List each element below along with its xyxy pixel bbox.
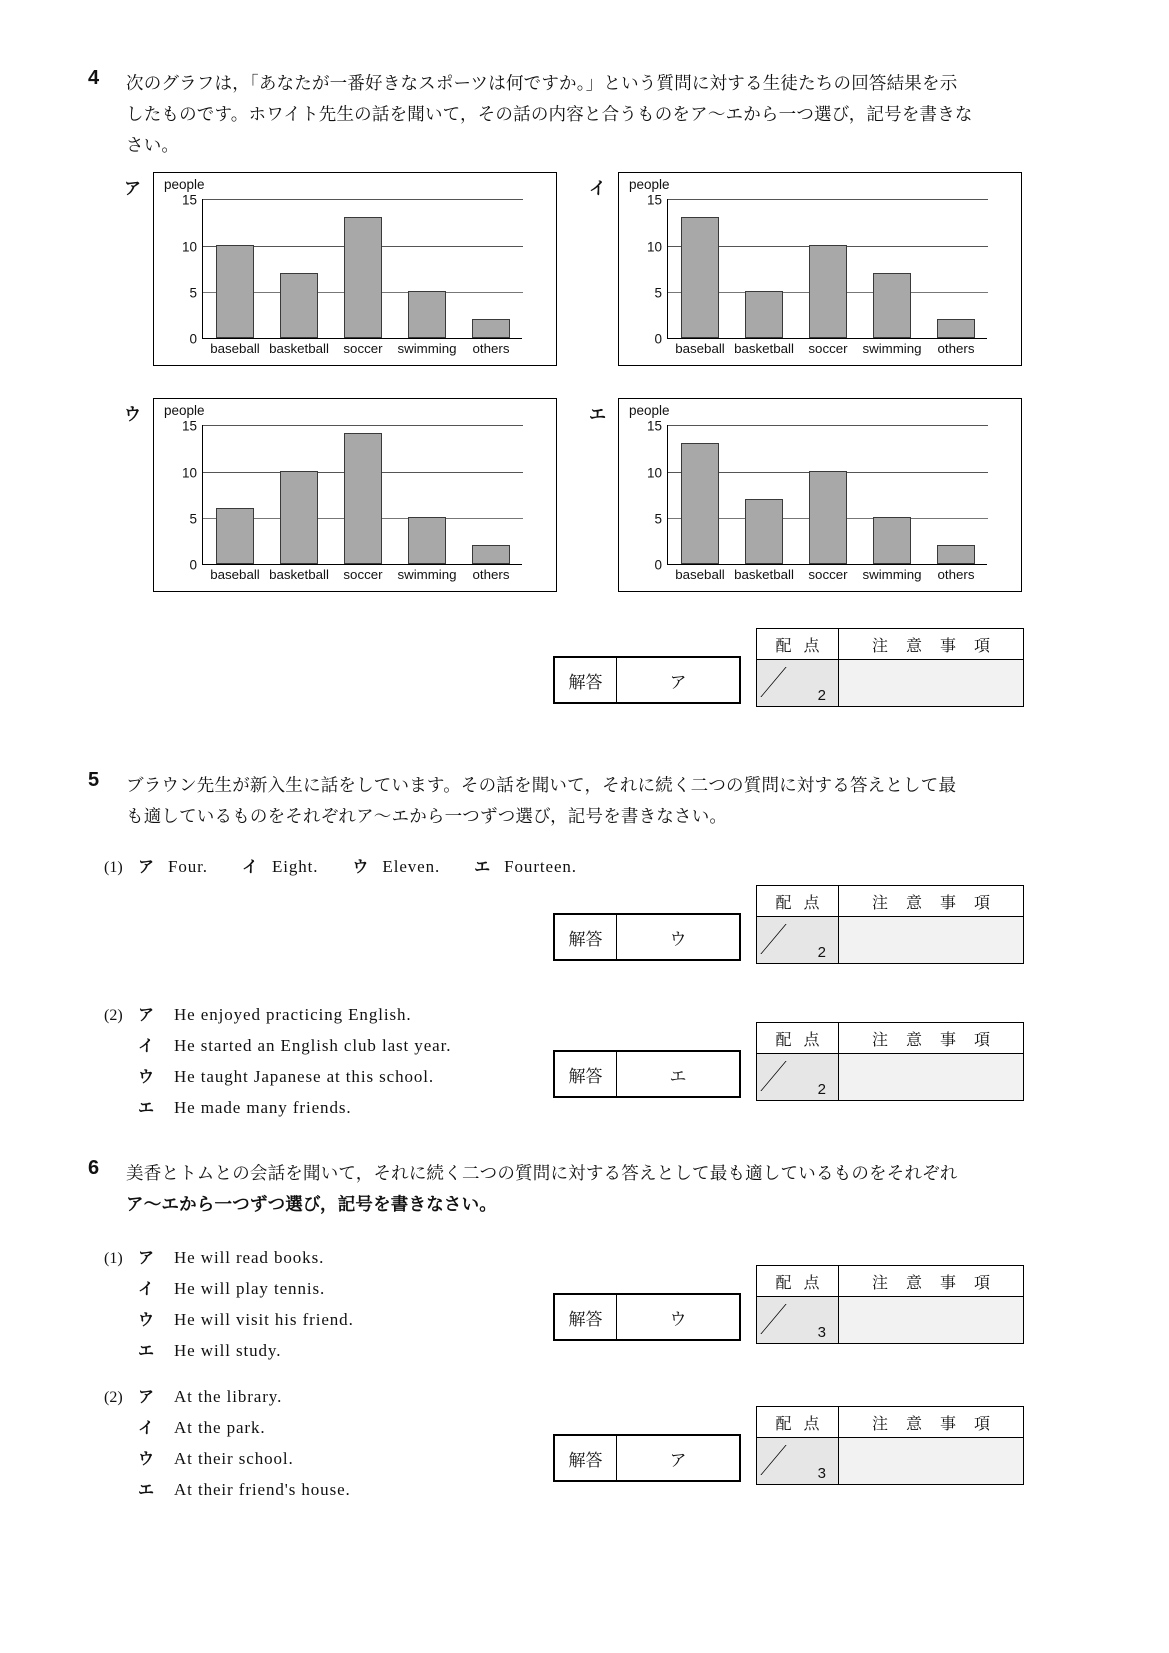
xlabel-basketball: basketball bbox=[269, 567, 329, 582]
score-header bbox=[757, 1023, 1023, 1054]
answer-box[interactable] bbox=[553, 913, 741, 961]
option-mark-d: エ bbox=[138, 1100, 155, 1117]
chart-b-ylabel: people bbox=[629, 177, 670, 192]
score-cell[interactable] bbox=[757, 1297, 839, 1343]
xlabel-swimming: swimming bbox=[397, 567, 457, 582]
option-mark-b: イ bbox=[138, 1420, 155, 1437]
chart-a-label: ア bbox=[124, 179, 141, 198]
bar-soccer bbox=[809, 471, 847, 564]
bar-slot bbox=[395, 424, 459, 564]
xlabel-others: others bbox=[472, 341, 510, 356]
section-5-prompt bbox=[126, 770, 1098, 832]
score-header bbox=[757, 1407, 1023, 1438]
chart-a-xlabels bbox=[203, 338, 523, 356]
section-5 bbox=[88, 770, 1098, 832]
answer-label: 解答 bbox=[555, 1295, 617, 1339]
question-number: (2) bbox=[104, 1389, 123, 1406]
score-header-points: 配 点 bbox=[757, 1407, 839, 1437]
ytick-10: 10 bbox=[646, 465, 662, 481]
answer-box[interactable] bbox=[553, 656, 741, 704]
ytick-15: 15 bbox=[181, 192, 197, 208]
section-4-prompt bbox=[126, 68, 1098, 161]
option-mark-b: イ bbox=[241, 859, 258, 876]
score-header-points: 配 点 bbox=[757, 1023, 839, 1053]
bar-baseball bbox=[681, 217, 719, 338]
chart-d bbox=[585, 394, 1025, 600]
score-box bbox=[756, 1022, 1024, 1101]
answer-value[interactable]: ウ bbox=[669, 1309, 687, 1329]
answer-value[interactable]: ウ bbox=[669, 929, 687, 949]
prompt-line: さい。 bbox=[126, 135, 180, 155]
xlabel-basketball: basketball bbox=[269, 341, 329, 356]
option-line bbox=[104, 1031, 451, 1062]
chart-a-ylabel: people bbox=[164, 177, 205, 192]
ytick-0: 0 bbox=[189, 331, 197, 347]
option-text-d: He will study. bbox=[174, 1341, 282, 1360]
option-mark-a: ア bbox=[138, 1007, 155, 1024]
bar-baseball bbox=[216, 508, 254, 564]
chart-b-xlabels bbox=[668, 338, 988, 356]
score-box bbox=[756, 885, 1024, 964]
option-text-b: At the park. bbox=[174, 1418, 266, 1437]
option-text-a: He will read books. bbox=[174, 1248, 325, 1267]
question-number: (1) bbox=[104, 859, 123, 876]
option-mark-b: イ bbox=[138, 1281, 155, 1298]
section-6-prompt bbox=[126, 1158, 1098, 1220]
score-header-points: 配 点 bbox=[757, 1266, 839, 1296]
option-mark-a: ア bbox=[138, 859, 155, 876]
bar-slot bbox=[860, 198, 924, 338]
option-line bbox=[104, 1305, 354, 1336]
xlabel-others: others bbox=[937, 567, 975, 582]
option-line bbox=[104, 1444, 351, 1475]
ytick-5: 5 bbox=[189, 511, 197, 527]
prompt-line: 美香とトムとの会話を聞いて，それに続く二つの質問に対する答えとして最も適しているものをそれぞれ bbox=[126, 1163, 958, 1183]
chart-d-ylabel: people bbox=[629, 403, 670, 418]
option-text-c: He will visit his friend. bbox=[174, 1310, 354, 1329]
chart-c-ylabel: people bbox=[164, 403, 205, 418]
option-mark-c: ウ bbox=[352, 859, 369, 876]
bar-slot bbox=[331, 424, 395, 564]
score-body bbox=[757, 1297, 1023, 1343]
option-line bbox=[104, 1274, 354, 1305]
prompt-line: 次のグラフは，「あなたが一番好きなスポーツは何ですか。」という質問に対する生徒たちの回答結果を示 bbox=[126, 73, 958, 93]
answer-label: 解答 bbox=[555, 1052, 617, 1096]
chart-a-frame bbox=[153, 172, 557, 366]
question-5-2 bbox=[104, 1000, 451, 1124]
answer-value[interactable]: ア bbox=[669, 1450, 687, 1470]
option-mark-b: イ bbox=[138, 1038, 155, 1055]
ytick-0: 0 bbox=[654, 557, 662, 573]
score-body bbox=[757, 917, 1023, 963]
xlabel-swimming: swimming bbox=[397, 341, 457, 356]
chart-c-xlabels bbox=[203, 564, 523, 582]
option-line bbox=[104, 1000, 451, 1031]
bar-slot bbox=[860, 424, 924, 564]
section-4-number: 4 bbox=[88, 67, 100, 89]
bar-slot bbox=[459, 198, 523, 338]
score-box bbox=[756, 1265, 1024, 1344]
chart-a bbox=[120, 168, 560, 374]
chart-c-bars bbox=[203, 424, 523, 564]
bar-others bbox=[472, 545, 510, 564]
chart-d-frame bbox=[618, 398, 1022, 592]
slash-mark bbox=[760, 924, 820, 954]
xlabel-baseball: baseball bbox=[675, 341, 725, 356]
answer-value[interactable]: ア bbox=[669, 672, 687, 692]
chart-d-label: エ bbox=[589, 405, 606, 424]
bar-soccer bbox=[344, 433, 382, 564]
notes-cell[interactable] bbox=[839, 1297, 1023, 1343]
ytick-5: 5 bbox=[654, 285, 662, 301]
score-header bbox=[757, 1266, 1023, 1297]
points-value: 2 bbox=[817, 687, 826, 704]
bar-swimming bbox=[408, 517, 446, 564]
option-text-c: Eleven. bbox=[382, 857, 441, 876]
option-text-b: Eight. bbox=[271, 857, 319, 876]
option-mark-c: ウ bbox=[138, 1451, 155, 1468]
option-text-b: He will play tennis. bbox=[174, 1279, 326, 1298]
ytick-0: 0 bbox=[654, 331, 662, 347]
bar-others bbox=[937, 319, 975, 338]
answer-box[interactable] bbox=[553, 1434, 741, 1482]
option-mark-c: ウ bbox=[138, 1069, 155, 1086]
ytick-15: 15 bbox=[646, 192, 662, 208]
bar-basketball bbox=[745, 291, 783, 338]
points-value: 3 bbox=[817, 1465, 826, 1482]
answer-label: 解答 bbox=[555, 1436, 617, 1480]
bar-swimming bbox=[873, 517, 911, 564]
bar-slot bbox=[796, 198, 860, 338]
ytick-0: 0 bbox=[189, 557, 197, 573]
xlabel-soccer: soccer bbox=[343, 341, 383, 356]
bar-soccer bbox=[809, 245, 847, 338]
option-line bbox=[104, 1475, 351, 1506]
ytick-5: 5 bbox=[189, 285, 197, 301]
charts-row-bottom bbox=[120, 394, 1030, 600]
option-text-c: At their school. bbox=[174, 1449, 294, 1468]
notes-cell[interactable] bbox=[839, 1054, 1023, 1100]
option-mark-c: ウ bbox=[138, 1312, 155, 1329]
bar-slot bbox=[267, 424, 331, 564]
ytick-15: 15 bbox=[646, 418, 662, 434]
score-body bbox=[757, 1438, 1023, 1484]
score-body bbox=[757, 660, 1023, 706]
score-header bbox=[757, 629, 1023, 660]
chart-b-frame bbox=[618, 172, 1022, 366]
answer-label: 解答 bbox=[555, 915, 617, 959]
xlabel-baseball: baseball bbox=[210, 341, 260, 356]
xlabel-basketball: basketball bbox=[734, 567, 794, 582]
prompt-line: も適しているものをそれぞれア～エから一つずつ選び，記号を書きなさい。 bbox=[126, 806, 728, 826]
chart-d-xlabels bbox=[668, 564, 988, 582]
bar-slot bbox=[203, 424, 267, 564]
option-text-d: He made many friends. bbox=[174, 1098, 352, 1117]
question-6-1 bbox=[104, 1243, 354, 1367]
xlabel-swimming: swimming bbox=[862, 341, 922, 356]
xlabel-others: others bbox=[472, 567, 510, 582]
bar-slot bbox=[732, 198, 796, 338]
chart-c-plot bbox=[181, 418, 522, 582]
xlabel-soccer: soccer bbox=[808, 567, 848, 582]
points-value: 2 bbox=[817, 944, 826, 961]
chart-a-plot bbox=[181, 192, 522, 356]
option-mark-d: エ bbox=[138, 1482, 155, 1499]
prompt-line: ア～エから一つずつ選び，記号を書きなさい。 bbox=[126, 1194, 497, 1214]
bar-slot bbox=[395, 198, 459, 338]
ytick-5: 5 bbox=[654, 511, 662, 527]
xlabel-basketball: basketball bbox=[734, 341, 794, 356]
option-line bbox=[104, 1243, 354, 1274]
ytick-10: 10 bbox=[646, 239, 662, 255]
score-header-notes: 注 意 事 項 bbox=[871, 637, 997, 655]
points-value: 3 bbox=[817, 1324, 826, 1341]
xlabel-baseball: baseball bbox=[675, 567, 725, 582]
option-line bbox=[104, 1382, 351, 1413]
ytick-10: 10 bbox=[181, 465, 197, 481]
option-mark-d: エ bbox=[138, 1343, 155, 1360]
score-header bbox=[757, 886, 1023, 917]
chart-c-label: ウ bbox=[124, 405, 141, 424]
chart-d-plot bbox=[646, 418, 987, 582]
option-text-a: At the library. bbox=[174, 1387, 283, 1406]
bar-slot bbox=[732, 424, 796, 564]
bar-slot bbox=[331, 198, 395, 338]
score-body bbox=[757, 1054, 1023, 1100]
ytick-10: 10 bbox=[181, 239, 197, 255]
option-mark-a: ア bbox=[138, 1250, 155, 1267]
chart-b-plot bbox=[646, 192, 987, 356]
option-mark-d: エ bbox=[474, 859, 491, 876]
score-header-points: 配 点 bbox=[757, 886, 839, 916]
chart-c bbox=[120, 394, 560, 600]
bar-others bbox=[472, 319, 510, 338]
question-number: (1) bbox=[104, 1250, 123, 1267]
bar-baseball bbox=[216, 245, 254, 338]
bar-slot bbox=[203, 198, 267, 338]
question-5-1 bbox=[104, 852, 611, 883]
prompt-line: したものです。ホワイト先生の話を聞いて，その話の内容と合うものをア～エから一つ選び，記号を書きな bbox=[126, 104, 973, 124]
section-5-number: 5 bbox=[88, 769, 100, 791]
option-line bbox=[104, 1413, 351, 1444]
section-6 bbox=[88, 1158, 1098, 1220]
score-header-notes: 注 意 事 項 bbox=[871, 894, 997, 912]
bar-swimming bbox=[408, 291, 446, 338]
bar-slot bbox=[796, 424, 860, 564]
charts-row-top bbox=[120, 168, 1030, 374]
chart-d-bars bbox=[668, 424, 988, 564]
slash-mark bbox=[760, 1445, 820, 1475]
option-line bbox=[104, 1062, 451, 1093]
section-4 bbox=[88, 68, 1098, 161]
bar-slot bbox=[459, 424, 523, 564]
chart-a-bars bbox=[203, 198, 523, 338]
question-number: (2) bbox=[104, 1007, 123, 1024]
section-6-number: 6 bbox=[88, 1157, 100, 1179]
answer-box[interactable] bbox=[553, 1050, 741, 1098]
bar-basketball bbox=[280, 273, 318, 338]
xlabel-swimming: swimming bbox=[862, 567, 922, 582]
option-text-b: He started an English club last year. bbox=[174, 1036, 452, 1055]
option-text-c: He taught Japanese at this school. bbox=[174, 1067, 435, 1086]
xlabel-baseball: baseball bbox=[210, 567, 260, 582]
bar-basketball bbox=[280, 471, 318, 564]
prompt-line: ブラウン先生が新入生に話をしています。その話を聞いて，それに続く二つの質問に対する答えとして最 bbox=[126, 775, 957, 795]
ytick-15: 15 bbox=[181, 418, 197, 434]
answer-label: 解答 bbox=[555, 658, 617, 702]
option-text-d: Fourteen. bbox=[504, 857, 577, 876]
score-box bbox=[756, 1406, 1024, 1485]
notes-cell[interactable] bbox=[839, 660, 1023, 706]
bar-basketball bbox=[745, 499, 783, 564]
bar-slot bbox=[668, 424, 732, 564]
option-text-a: Four. bbox=[168, 857, 208, 876]
score-box bbox=[756, 628, 1024, 707]
answer-box[interactable] bbox=[553, 1293, 741, 1341]
points-value: 2 bbox=[817, 1081, 826, 1098]
option-mark-a: ア bbox=[138, 1389, 155, 1406]
notes-cell[interactable] bbox=[839, 1438, 1023, 1484]
slash-mark bbox=[760, 1304, 820, 1334]
bar-slot bbox=[924, 198, 988, 338]
chart-b-label: イ bbox=[589, 179, 606, 198]
slash-mark bbox=[760, 667, 820, 697]
bar-others bbox=[937, 545, 975, 564]
bar-swimming bbox=[873, 273, 911, 338]
option-text-d: At their friend's house. bbox=[174, 1480, 351, 1499]
notes-cell[interactable] bbox=[839, 917, 1023, 963]
bar-slot bbox=[924, 424, 988, 564]
score-cell[interactable] bbox=[757, 660, 839, 706]
answer-value[interactable]: エ bbox=[669, 1066, 687, 1086]
option-text-a: He enjoyed practicing English. bbox=[174, 1005, 412, 1024]
score-header-notes: 注 意 事 項 bbox=[871, 1031, 997, 1049]
score-header-points: 配 点 bbox=[757, 629, 839, 659]
score-cell[interactable] bbox=[757, 917, 839, 963]
question-6-2 bbox=[104, 1382, 351, 1506]
option-line bbox=[104, 1093, 451, 1124]
chart-b bbox=[585, 168, 1025, 374]
score-cell[interactable] bbox=[757, 1438, 839, 1484]
option-line bbox=[104, 852, 611, 883]
bar-slot bbox=[668, 198, 732, 338]
xlabel-soccer: soccer bbox=[343, 567, 383, 582]
score-header-notes: 注 意 事 項 bbox=[871, 1415, 997, 1433]
xlabel-others: others bbox=[937, 341, 975, 356]
chart-c-frame bbox=[153, 398, 557, 592]
chart-b-bars bbox=[668, 198, 988, 338]
bar-soccer bbox=[344, 217, 382, 338]
score-cell[interactable] bbox=[757, 1054, 839, 1100]
bar-baseball bbox=[681, 443, 719, 564]
charts-container bbox=[120, 168, 1030, 620]
bar-slot bbox=[267, 198, 331, 338]
xlabel-soccer: soccer bbox=[808, 341, 848, 356]
slash-mark bbox=[760, 1061, 820, 1091]
score-header-notes: 注 意 事 項 bbox=[871, 1274, 997, 1292]
option-line bbox=[104, 1336, 354, 1367]
